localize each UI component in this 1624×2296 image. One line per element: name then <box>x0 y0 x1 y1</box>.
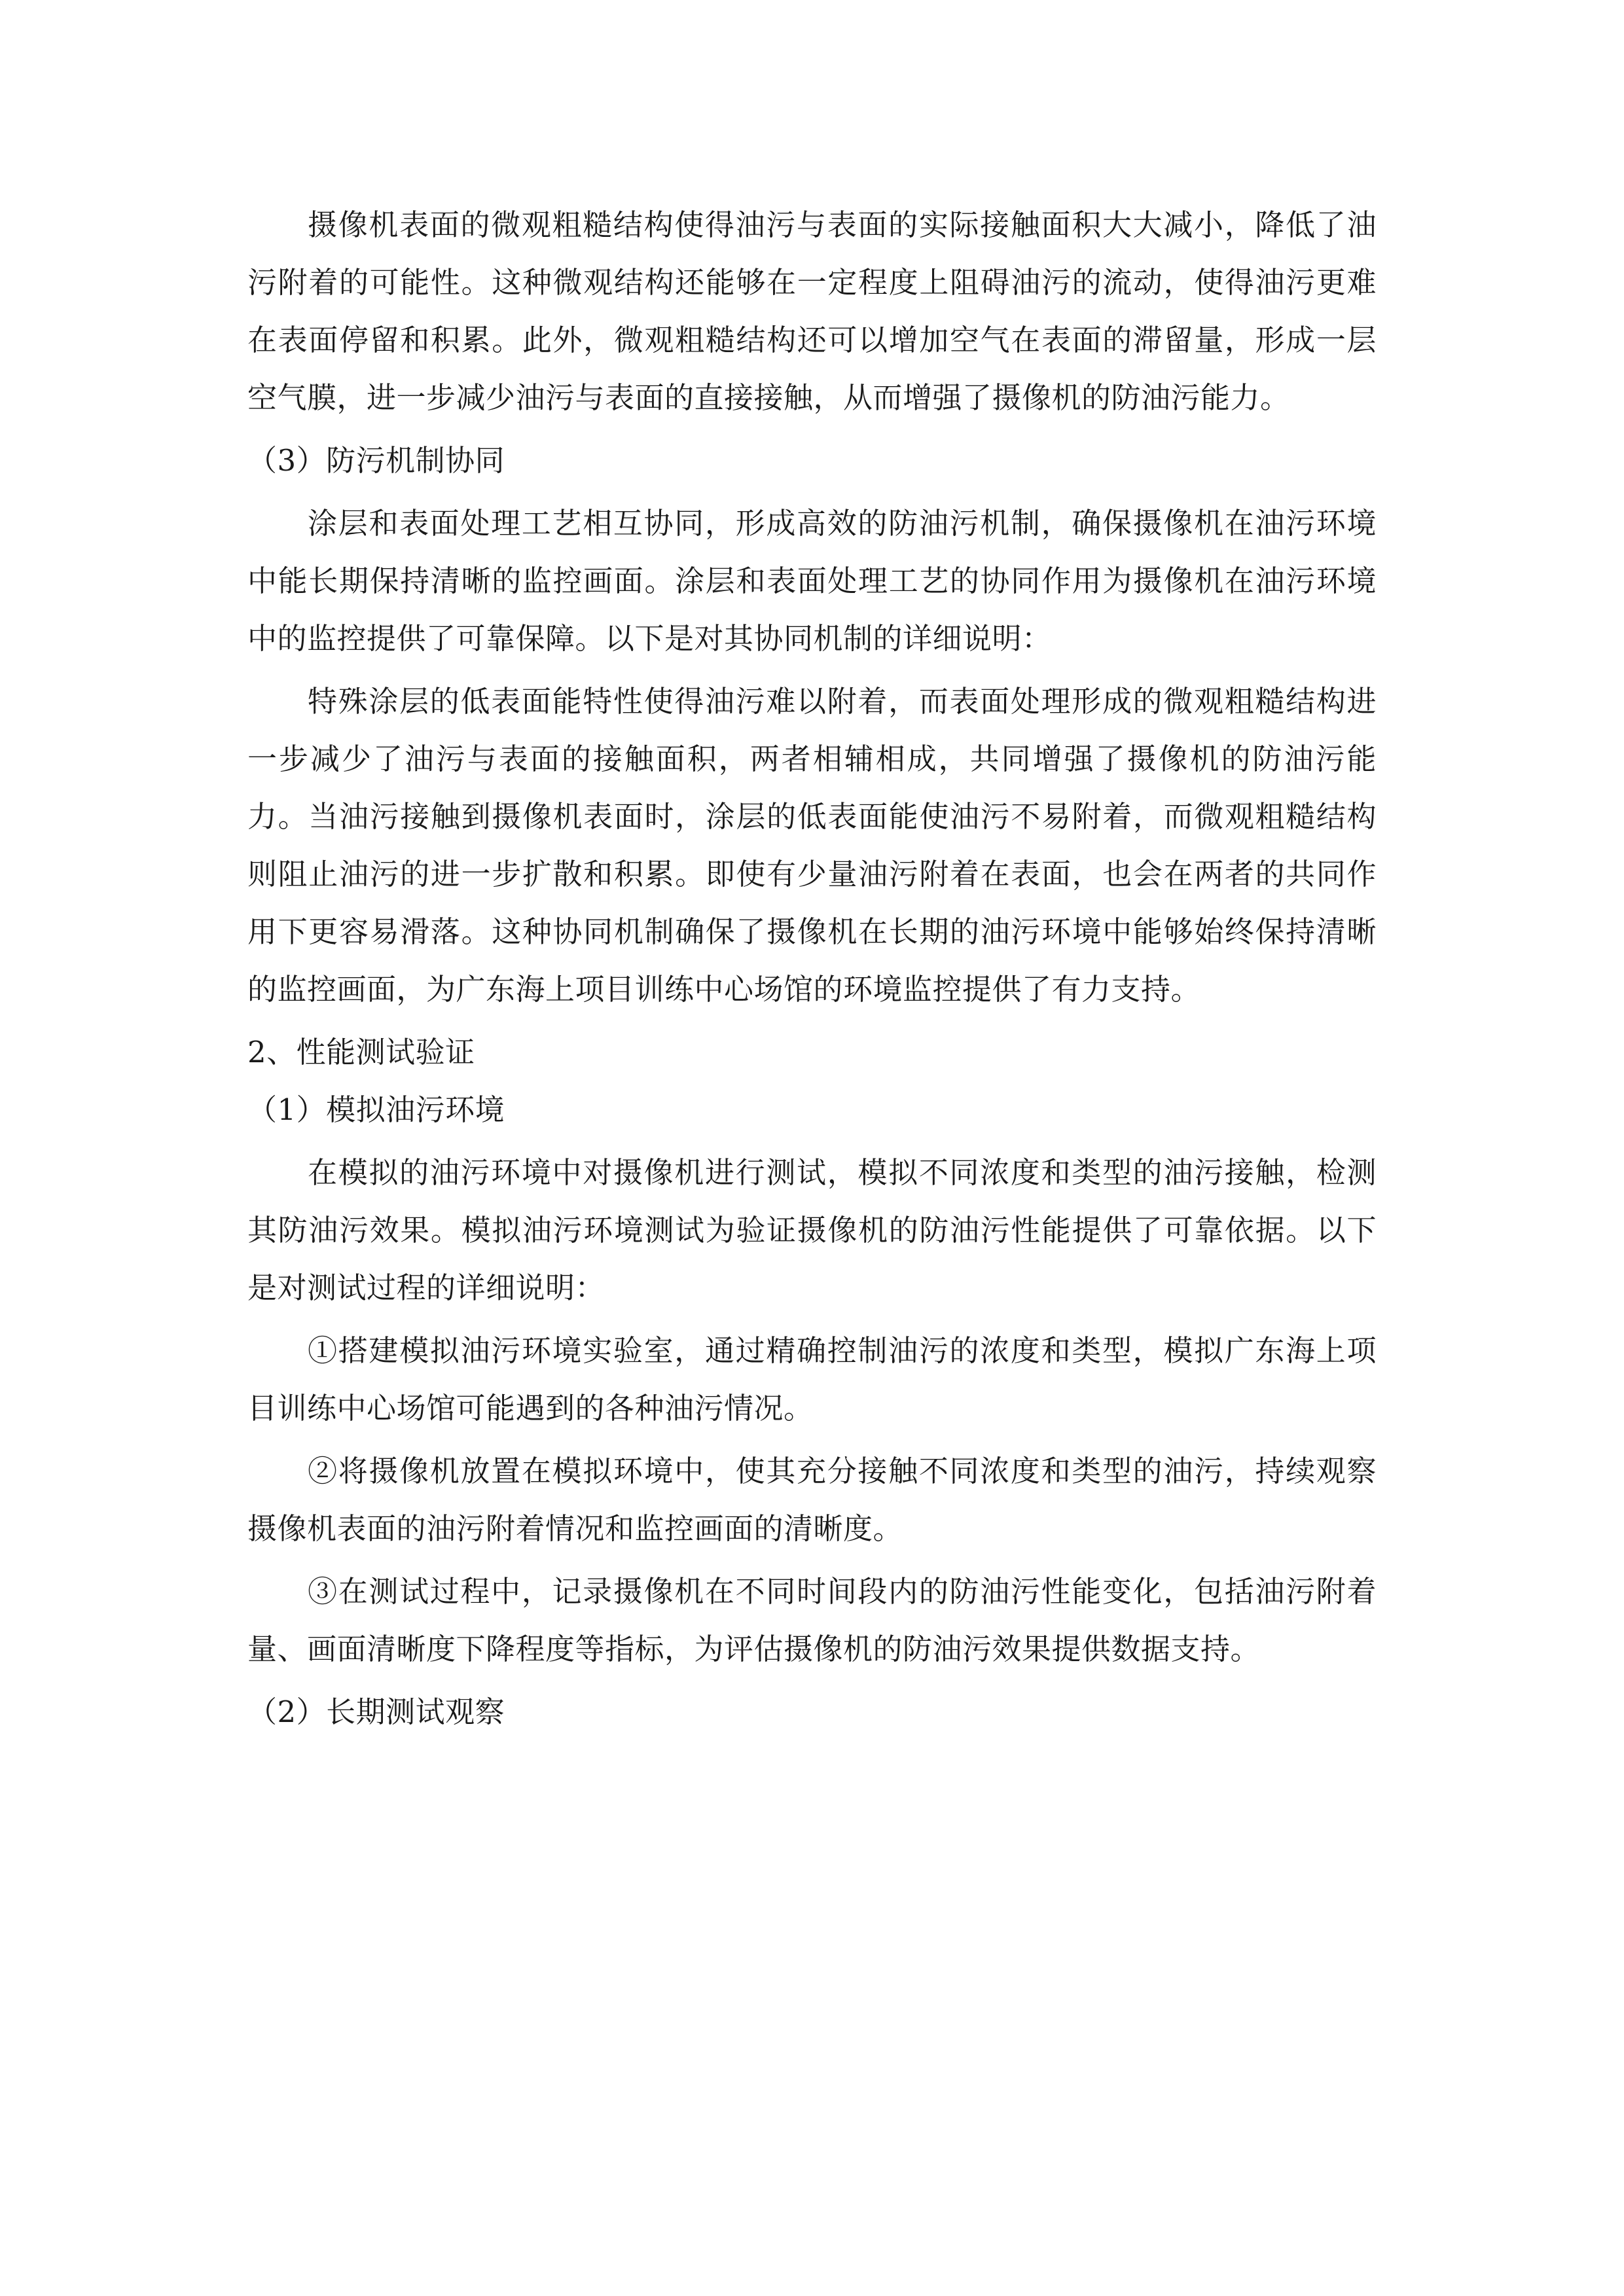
heading-antifouling-synergy: （3）防污机制协同 <box>247 443 505 478</box>
document-body <box>247 196 1377 1741</box>
paragraph-step-1: ①搭建模拟油污环境实验室，通过精确控制油污的浓度和类型，模拟广东海上项目训练中心场馆可能遇到的各种油污情况。 <box>247 1333 1377 1426</box>
spacer <box>247 1317 1377 1322</box>
spacer <box>247 1558 1377 1563</box>
heading-simulated-environment: （1）模拟油污环境 <box>247 1092 505 1127</box>
spacer <box>247 1018 1377 1024</box>
spacer <box>247 1678 1377 1683</box>
paragraph-synergy-detail: 特殊涂层的低表面能特性使得油污难以附着，而表面处理形成的微观粗糙结构进一步减少了油污与表面的接触面积，两者相辅相成，共同增强了摄像机的防油污能力。当油污接触到摄像机表面时，涂层的低表面能使油污不易附着，而微观粗糙结构则阻止油污的进一步扩散和积累。即使有少量油污附着在表面，也会在两者的共同作用下更容易滑落。这种协同机制确保了摄像机在长期的油污环境中能够始终保持清晰的监控画面，为广东海上项目训练中心场馆的环境监控提供了有力支持。 <box>247 684 1377 1007</box>
heading-performance-test: 2、性能测试验证 <box>247 1035 475 1069</box>
paragraph-step-3: ③在测试过程中，记录摄像机在不同时间段内的防油污性能变化，包括油污附着量、画面清晰度下降程度等指标，为评估摄像机的防油污效果提供数据支持。 <box>247 1574 1377 1666</box>
spacer <box>247 1437 1377 1443</box>
paragraph-micro-rough-structure: 摄像机表面的微观粗糙结构使得油污与表面的实际接触面积大大减小，降低了油污附着的可能性。这种微观结构还能够在一定程度上阻碍油污的流动，使得油污更难在表面停留和积累。此外，微观粗糙结构还可以增加空气在表面的滞留量，形成一层空气膜，进一步减少油污与表面的直接接触，从而增强了摄像机的防油污能力。 <box>247 207 1377 415</box>
paragraph-synergy-intro: 涂层和表面处理工艺相互协同，形成高效的防油污机制，确保摄像机在油污环境中能长期保持清晰的监控画面。涂层和表面处理工艺的协同作用为摄像机在油污环境中的监控提供了可靠保障。以下是对其协同机制的详细说明： <box>247 506 1377 656</box>
spacer <box>247 1139 1377 1144</box>
paragraph-step-2: ②将摄像机放置在模拟环境中，使其充分接触不同浓度和类型的油污，持续观察摄像机表面的油污附着情况和监控画面的清晰度。 <box>247 1454 1377 1546</box>
spacer <box>247 490 1377 495</box>
paragraph-simulation-intro: 在模拟的油污环境中对摄像机进行测试，模拟不同浓度和类型的油污接触，检测其防油污效果。模拟油污环境测试为验证摄像机的防油污性能提供了可靠依据。以下是对测试过程的详细说明： <box>247 1155 1377 1305</box>
heading-long-term-test: （2）长期测试观察 <box>247 1695 505 1729</box>
spacer <box>247 427 1377 432</box>
spacer <box>247 668 1377 673</box>
